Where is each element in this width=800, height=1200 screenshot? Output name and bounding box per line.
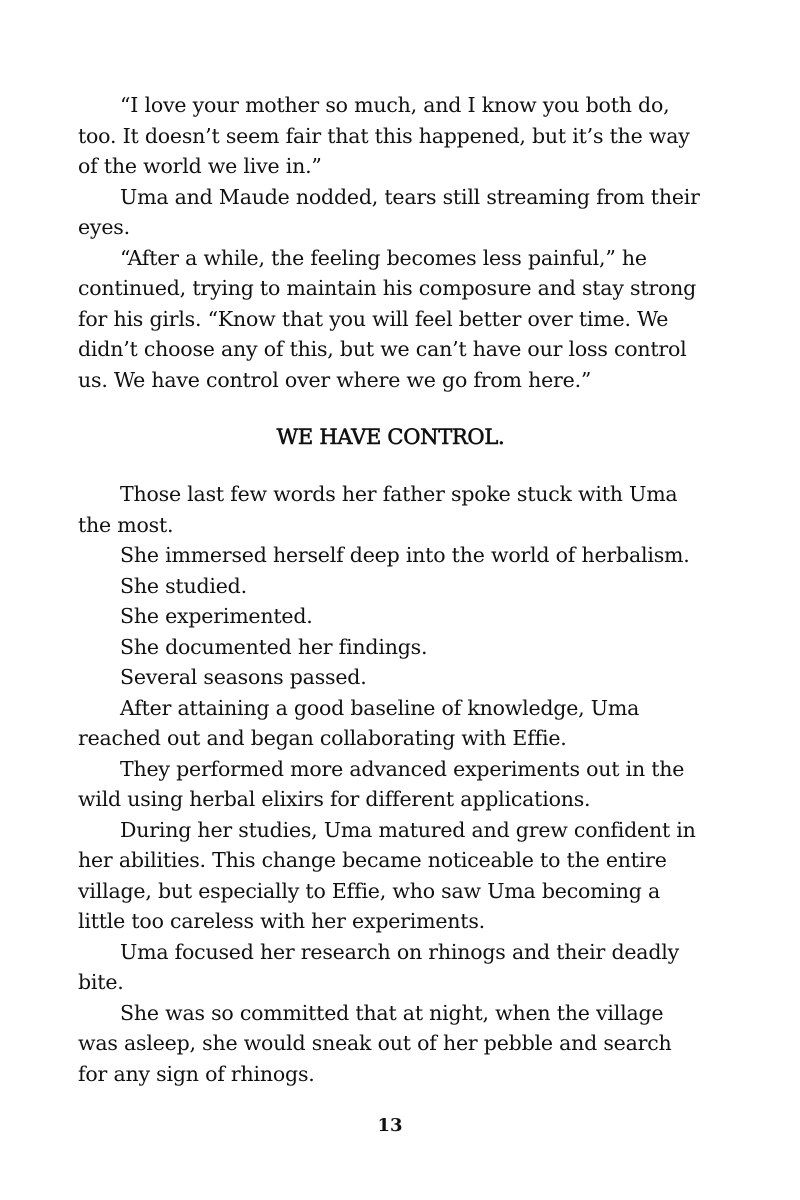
section-heading: WE HAVE CONTROL.	[276, 425, 505, 449]
paragraph: Several seasons passed.	[120, 665, 367, 689]
paragraph: Uma and Maude nodded, tears still streaming from their eyes.	[78, 184, 700, 239]
paragraph: After attaining a good baseline of knowledge, Uma reached out and began collaborating with Effie.	[78, 695, 640, 750]
paragraph: She studied.	[120, 573, 247, 598]
paragraph: She documented her findings.	[120, 634, 428, 659]
paragraph: Uma focused her research on rhinogs and their deadly bite.	[78, 939, 679, 994]
paragraph: “I love your mother so much, and I know you both do, too. It doesn’t seem fair that this happened, but it’s the way of the world we live in.”	[78, 93, 690, 178]
paragraph: She was so committed that at night, when the village was asleep, she would sneak out of her pebble and search for any sign of rhinogs.	[78, 1000, 672, 1086]
paragraph: “After a while, the feeling becomes less painful,” he continued, trying to maintain his composure and stay strong for his girls. “Know that you will feel better over time. We didn’t choose any of this, but we can’t have our loss control us. We have control over where we go from here.”	[78, 245, 697, 392]
paragraph: During her studies, Uma matured and grew confident in her abilities. This change became noticeable to the entire village, but especially to Effie, who saw Uma becoming a little too careless with her experiments.	[78, 817, 696, 933]
paragraph: They performed more advanced experiments out in the wild using herbal elixirs for different applications.	[78, 756, 685, 811]
paragraph: Those last few words her father spoke stuck with Uma the most.	[78, 482, 678, 537]
book-page	[78, 90, 703, 1089]
paragraph: She experimented.	[120, 604, 313, 628]
paragraph: She immersed herself deep into the world of herbalism.	[120, 543, 690, 567]
page-number: 13	[377, 1115, 403, 1136]
